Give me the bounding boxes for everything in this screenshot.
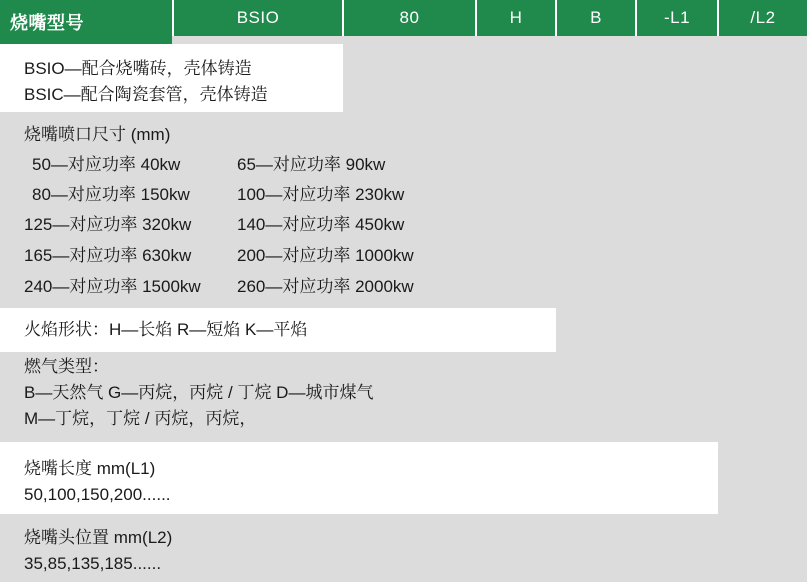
position-title: 烧嘴头位置 mm(L2) <box>24 528 173 547</box>
nozzle-row-1-left: 50—对应功率 40kw <box>32 155 181 174</box>
header-cell-b: B <box>557 0 635 36</box>
header-cell-h: H <box>477 0 555 36</box>
position-values: 35,85,135,185...... <box>24 554 162 573</box>
nozzle-title: 烧嘴喷口尺寸 (mm) <box>24 125 171 144</box>
length-values: 50,100,150,200...... <box>24 485 171 504</box>
nozzle-row-5-right: 260—对应功率 2000kw <box>237 277 414 296</box>
nozzle-row-4-left: 165—对应功率 630kw <box>24 246 192 265</box>
header-cell-bsio: BSIO <box>174 0 342 36</box>
model-line-bsio: BSIO—配合烧嘴砖，壳体铸造 <box>24 59 252 78</box>
flame-text: 火焰形状：H—长焰 R—短焰 K—平焰 <box>24 320 308 339</box>
length-title: 烧嘴长度 mm(L1) <box>24 459 156 478</box>
header-cell-80: 80 <box>344 0 475 36</box>
nozzle-row-2-left: 80—对应功率 150kw <box>32 185 190 204</box>
gas-line-1: B—天然气 G—丙烷，丙烷 / 丁烷 D—城市煤气 <box>24 383 374 402</box>
nozzle-row-1-right: 65—对应功率 90kw <box>237 155 386 174</box>
nozzle-row-4-right: 200—对应功率 1000kw <box>237 246 414 265</box>
gas-line-2: M—丁烷，丁烷 / 丙烷，丙烷， <box>24 409 257 428</box>
header-cell-model: 烧嘴型号 <box>0 0 172 44</box>
nozzle-row-5-left: 240—对应功率 1500kw <box>24 277 201 296</box>
nozzle-row-2-right: 100—对应功率 230kw <box>237 185 405 204</box>
gas-title: 燃气类型： <box>24 357 109 376</box>
header-cell-l1: -L1 <box>637 0 717 36</box>
nozzle-row-3-left: 125—对应功率 320kw <box>24 215 192 234</box>
nozzle-row-3-right: 140—对应功率 450kw <box>237 215 405 234</box>
model-line-bsic: BSIC—配合陶瓷套管，壳体铸造 <box>24 85 268 104</box>
header-cell-l2: /L2 <box>719 0 807 36</box>
